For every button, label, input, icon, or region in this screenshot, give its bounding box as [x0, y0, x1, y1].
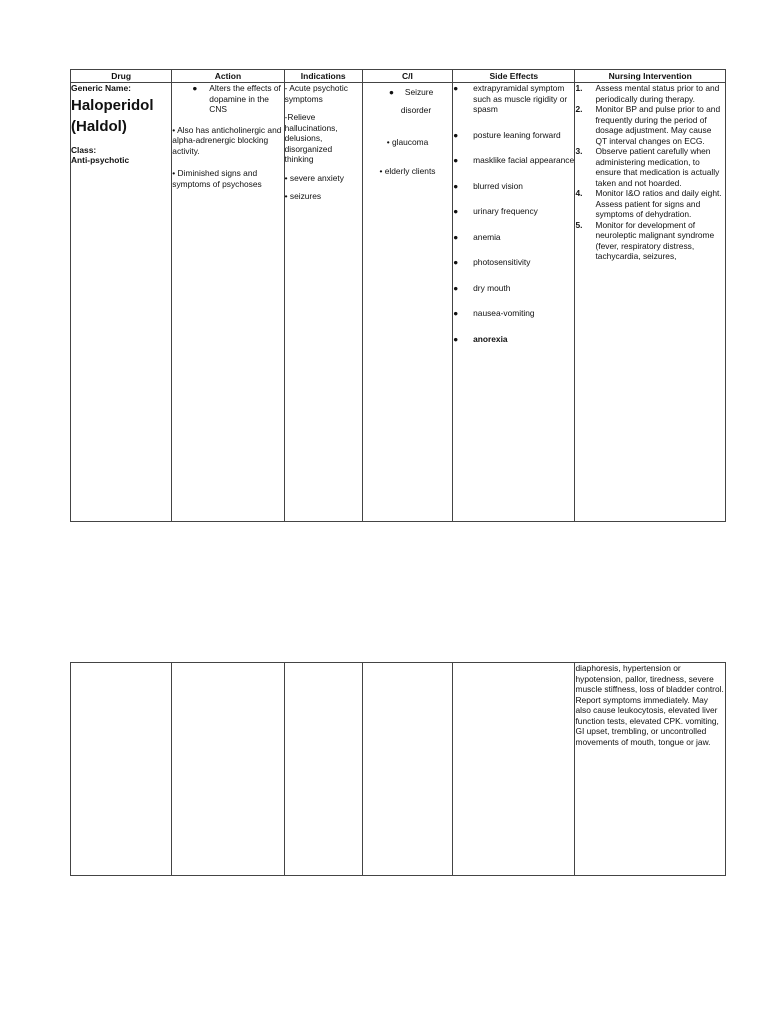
action-text: • Diminished signs and symptoms of psychoses	[172, 168, 262, 189]
bullet-icon: ●	[453, 155, 459, 165]
action-text: Alters the effects of dopamine in the CNS	[209, 83, 281, 114]
action-text: • Also has anticholinergic and alpha-adrenergic blocking activity.	[172, 124, 282, 156]
intervention-text: Observe patient carefully when administering medication, to ensure that medication is actually taken and not hoarded.	[595, 146, 720, 188]
drug-cell	[71, 663, 172, 876]
table-row	[71, 83, 726, 522]
list-item	[453, 257, 574, 268]
header-side-effects: Side Effects	[453, 70, 575, 83]
bullet-icon: ●	[453, 333, 459, 344]
list-item	[453, 130, 574, 141]
indications-cell	[284, 83, 362, 522]
list-item	[453, 334, 574, 345]
list-item	[453, 308, 574, 319]
drug-name-line: Haloperidol	[71, 96, 154, 114]
side-effect-text: masklike facial appearance	[473, 155, 575, 165]
list-item	[575, 104, 725, 146]
side-effect-text: anorexia	[473, 333, 508, 344]
side-effect-text: extrapyramidal symptom such as muscle rigidity or spasm	[473, 83, 568, 114]
item-number: 1.	[575, 83, 583, 93]
header-row	[71, 70, 726, 83]
bullet-icon: ●	[453, 83, 459, 93]
side-effect-text: anemia	[473, 231, 501, 242]
bullet-icon: ●	[453, 129, 459, 140]
drug-name	[71, 95, 171, 137]
list-item	[575, 146, 725, 188]
header-ci: C/I	[362, 70, 452, 83]
table-row	[71, 663, 726, 876]
intervention-text: Monitor BP and pulse prior to and frequently during the period of dosage adjustment. May cause QT interval changes on ECG.	[595, 104, 721, 146]
side-effect-text: nausea-vomiting	[473, 308, 535, 318]
header-indications: Indications	[284, 70, 362, 83]
list-item	[192, 83, 283, 115]
side-effect-text: dry mouth	[473, 282, 511, 293]
list-item: • seizures	[284, 191, 322, 201]
list-item	[453, 181, 574, 192]
header-nursing-intervention: Nursing Intervention	[575, 70, 726, 83]
bullet-icon: ●	[453, 282, 459, 293]
drug-table-continued	[70, 662, 726, 876]
drug-brand-name: (Haldol)	[71, 117, 127, 135]
item-number: 3.	[575, 146, 583, 156]
header-action: Action	[172, 70, 284, 83]
list-item	[575, 83, 725, 104]
list-item: • elderly clients	[379, 165, 436, 176]
bullet-icon: ●	[453, 206, 459, 216]
drug-table	[70, 69, 726, 522]
action-cell	[172, 83, 284, 522]
side-effects-cell	[453, 663, 575, 876]
side-effect-text: urinary frequency	[473, 206, 538, 216]
list-item: • severe anxiety	[284, 172, 344, 183]
bullet-icon: ●	[192, 83, 198, 93]
ci-cell	[362, 83, 452, 522]
action-cell	[172, 663, 284, 876]
list-item	[453, 232, 574, 243]
side-effects-cell	[453, 83, 575, 522]
side-effect-text: blurred vision	[473, 180, 523, 191]
bullet-icon: ●	[453, 257, 459, 267]
list-item	[453, 155, 574, 166]
intervention-text: Assess mental status prior to and periodically during therapy.	[595, 83, 720, 104]
ci-text: Seizure	[404, 87, 434, 97]
item-number: 2.	[575, 104, 583, 114]
item-number: 5.	[575, 219, 583, 230]
bullet-icon: ●	[453, 180, 459, 191]
list-item: -Relieve hallucinations, delusions, disorganized thinking	[284, 112, 338, 164]
list-item	[575, 220, 725, 262]
side-effect-text: photosensitivity	[473, 257, 531, 267]
intervention-text: diaphoresis, hypertension or hypotension, pallor, tiredness, severe muscle stiffness, loss of bladder control. Report symptoms immediately. May also cause leukocytosis, elevated liver function tests, elevated CPK. vomiting, GI upset, trembling, or uncontrolled movements of mouth, tongue or jaw.	[575, 663, 724, 747]
intervention-text: Monitor for development of neuroleptic malignant syndrome (fever, respiratory distress, tachycardia, seizures,	[595, 219, 715, 261]
intervention-text: Monitor I&O ratios and daily eight. Assess patient for signs and symptoms of dehydration.	[595, 188, 722, 219]
list-item	[453, 206, 574, 217]
class-label: Class:	[71, 144, 97, 155]
side-effect-text: posture leaning forward	[473, 129, 561, 140]
list-item	[453, 283, 574, 294]
indications-cell	[284, 663, 362, 876]
bullet-icon: ●	[453, 308, 459, 318]
drug-cell	[71, 83, 172, 522]
list-item	[575, 188, 725, 220]
list-item: • glaucoma	[386, 137, 429, 147]
list-item	[389, 83, 452, 101]
generic-name-label: Generic Name:	[71, 83, 131, 93]
ci-text: disorder	[400, 105, 432, 115]
header-drug: Drug	[71, 70, 172, 83]
nursing-intervention-cell	[575, 663, 726, 876]
nursing-intervention-cell	[575, 83, 726, 522]
list-item	[453, 83, 574, 115]
item-number: 4.	[575, 188, 583, 198]
bullet-icon: ●	[453, 231, 459, 242]
list-item: - Acute psychotic symptoms	[284, 83, 348, 104]
ci-cell	[362, 663, 452, 876]
class-value: Anti-psychotic	[71, 155, 130, 165]
bullet-icon: ●	[388, 87, 394, 97]
